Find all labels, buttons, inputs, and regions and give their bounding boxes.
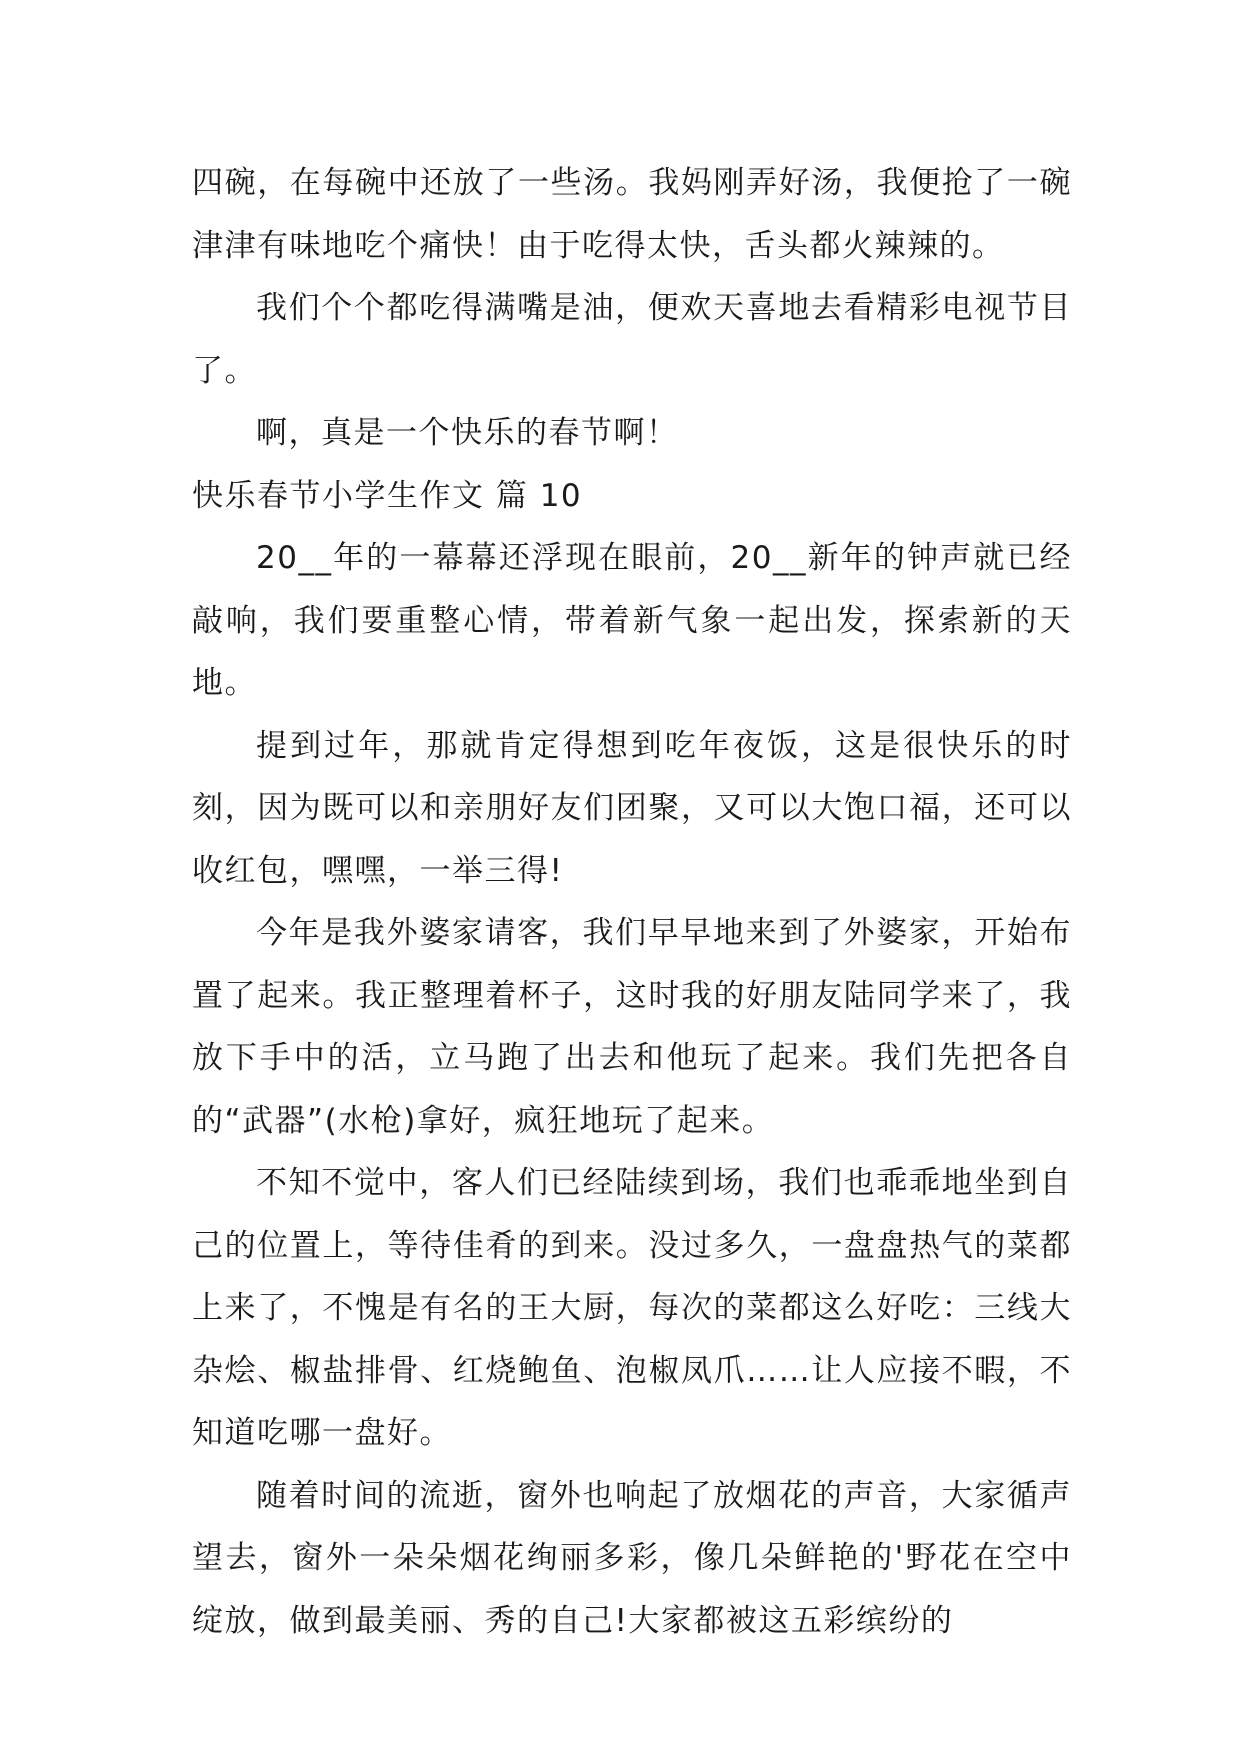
paragraph-continuation: 四碗，在每碗中还放了一些汤。我妈刚弄好汤，我便抢了一碗津津有味地吃个痛快！由于吃得太快，舌头都火辣辣的。 (192, 165, 1072, 264)
paragraph-body: 今年是我外婆家请客，我们早早地来到了外婆家，开始布置了起来。我正整理着杯子，这时我的好朋友陆同学来了，我放下手中的活，立马跑了出去和他玩了起来。我们先把各自的“武器”(水枪)拿好，疯狂地玩了起来。 (192, 915, 1072, 1139)
essay-body (192, 152, 1072, 1652)
essay-section-heading: 快乐春节小学生作文 篇 10 (192, 477, 583, 514)
paragraph-body: 20__年的一幕幕还浮现在眼前，20__新年的钟声就已经敲响，我们要重整心情，带着新气象一起出发，探索新的天地。 (192, 540, 1072, 701)
paragraph-body: 不知不觉中，客人们已经陆续到场，我们也乖乖地坐到自己的位置上，等待佳肴的到来。没过多久，一盘盘热气的菜都上来了，不愧是有名的王大厨，每次的菜都这么好吃：三线大杂烩、椒盐排骨、红烧鲍鱼、泡椒凤爪……让人应接不暇，不知道吃哪一盘好。 (192, 1165, 1072, 1451)
paragraph-body: 随着时间的流逝，窗外也响起了放烟花的声音，大家循声望去，窗外一朵朵烟花绚丽多彩，像几朵鲜艳的'野花在空中绽放，做到最美丽、秀的自己!大家都被这五彩缤纷的 (192, 1477, 1072, 1639)
paragraph-body: 啊，真是一个快乐的春节啊！ (256, 415, 679, 451)
paragraph-body: 我们个个都吃得满嘴是油，便欢天喜地去看精彩电视节目了。 (192, 290, 1072, 389)
paragraph-body: 提到过年，那就肯定得想到吃年夜饭，这是很快乐的时刻，因为既可以和亲朋好友们团聚，又可以大饱口福，还可以收红包，嘿嘿，一举三得! (192, 727, 1072, 889)
